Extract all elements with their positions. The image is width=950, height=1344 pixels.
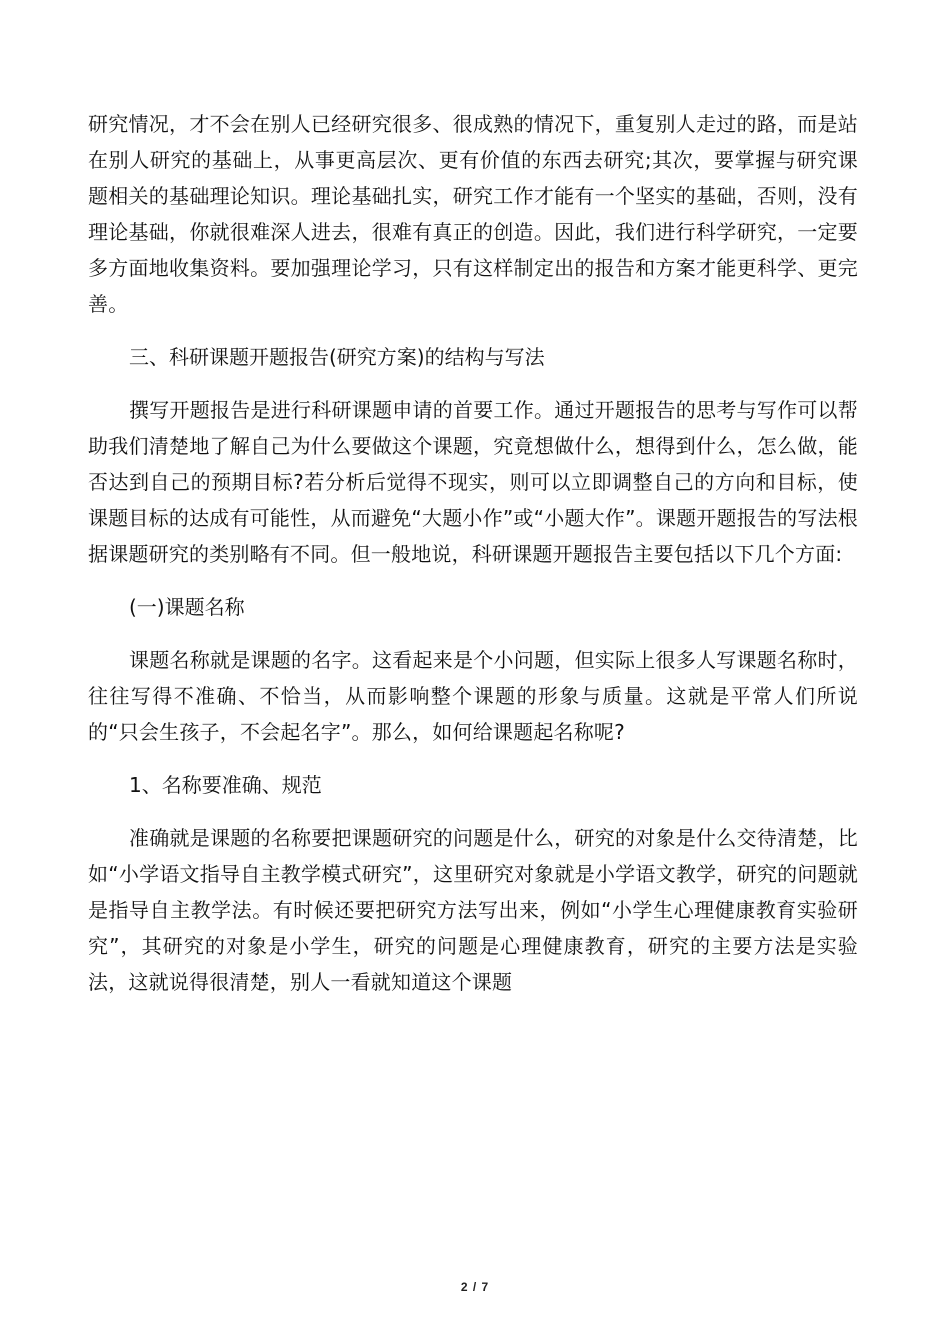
paragraph-topic-name: 课题名称就是课题的名字。这看起来是个小问题，但实际上很多人写课题名称时，往往写得不准确、不恰当，从而影响整个课题的形象与质量。这就是平常人们所说的“只会生孩子，不会起名字”。那么，如何给课题起名称呢? [88, 648, 858, 744]
document-page [88, 106, 858, 1000]
section-heading-structure: 三、科研课题开题报告(研究方案)的结构与写法 [129, 345, 545, 369]
subsection-heading-title: (一)课题名称 [129, 595, 245, 619]
paragraph-accuracy: 准确就是课题的名称要把课题研究的问题是什么，研究的对象是什么交待清楚，比如“小学语文指导自主教学模式研究”，这里研究对象就是小学语文教学，研究的问题就是指导自主教学法。有时候还要把研究方法写出来，例如“小学生心理健康教育实验研究”，其研究的对象是小学生，研究的问题是心理健康教育，研究的主要方法是实验法，这就说得很清楚，别人一看就知道这个课题 [88, 826, 858, 994]
paragraph-research-situation: 研究情况，才不会在别人已经研究很多、很成熟的情况下，重复别人走过的路，而是站在别人研究的基础上，从事更高层次、更有价值的东西去研究;其次，要掌握与研究课题相关的基础理论知识。理论基础扎实，研究工作才能有一个坚实的基础，否则，没有理论基础，你就很难深人进去，很难有真正的创造。因此，我们进行科学研究，一定要多方面地收集资料。要加强理论学习，只有这样制定出的报告和方案才能更科学、更完善。 [88, 112, 858, 316]
paragraph-proposal-writing: 撰写开题报告是进行科研课题申请的首要工作。通过开题报告的思考与写作可以帮助我们清楚地了解自己为什么要做这个课题，究竟想做什么，想得到什么，怎么做，能否达到自己的预期目标?若分析后觉得不现实，则可以立即调整自己的方向和目标，使课题目标的达成有可能性，从而避免“大题小作”或“小题大作”。课题开题报告的写法根据课题研究的类别略有不同。但一般地说，科研课题开题报告主要包括以下几个方面: [88, 398, 858, 566]
page-number: 2 / 7 [460, 1280, 490, 1294]
item-heading-accurate-name: 1、名称要准确、规范 [129, 773, 322, 797]
